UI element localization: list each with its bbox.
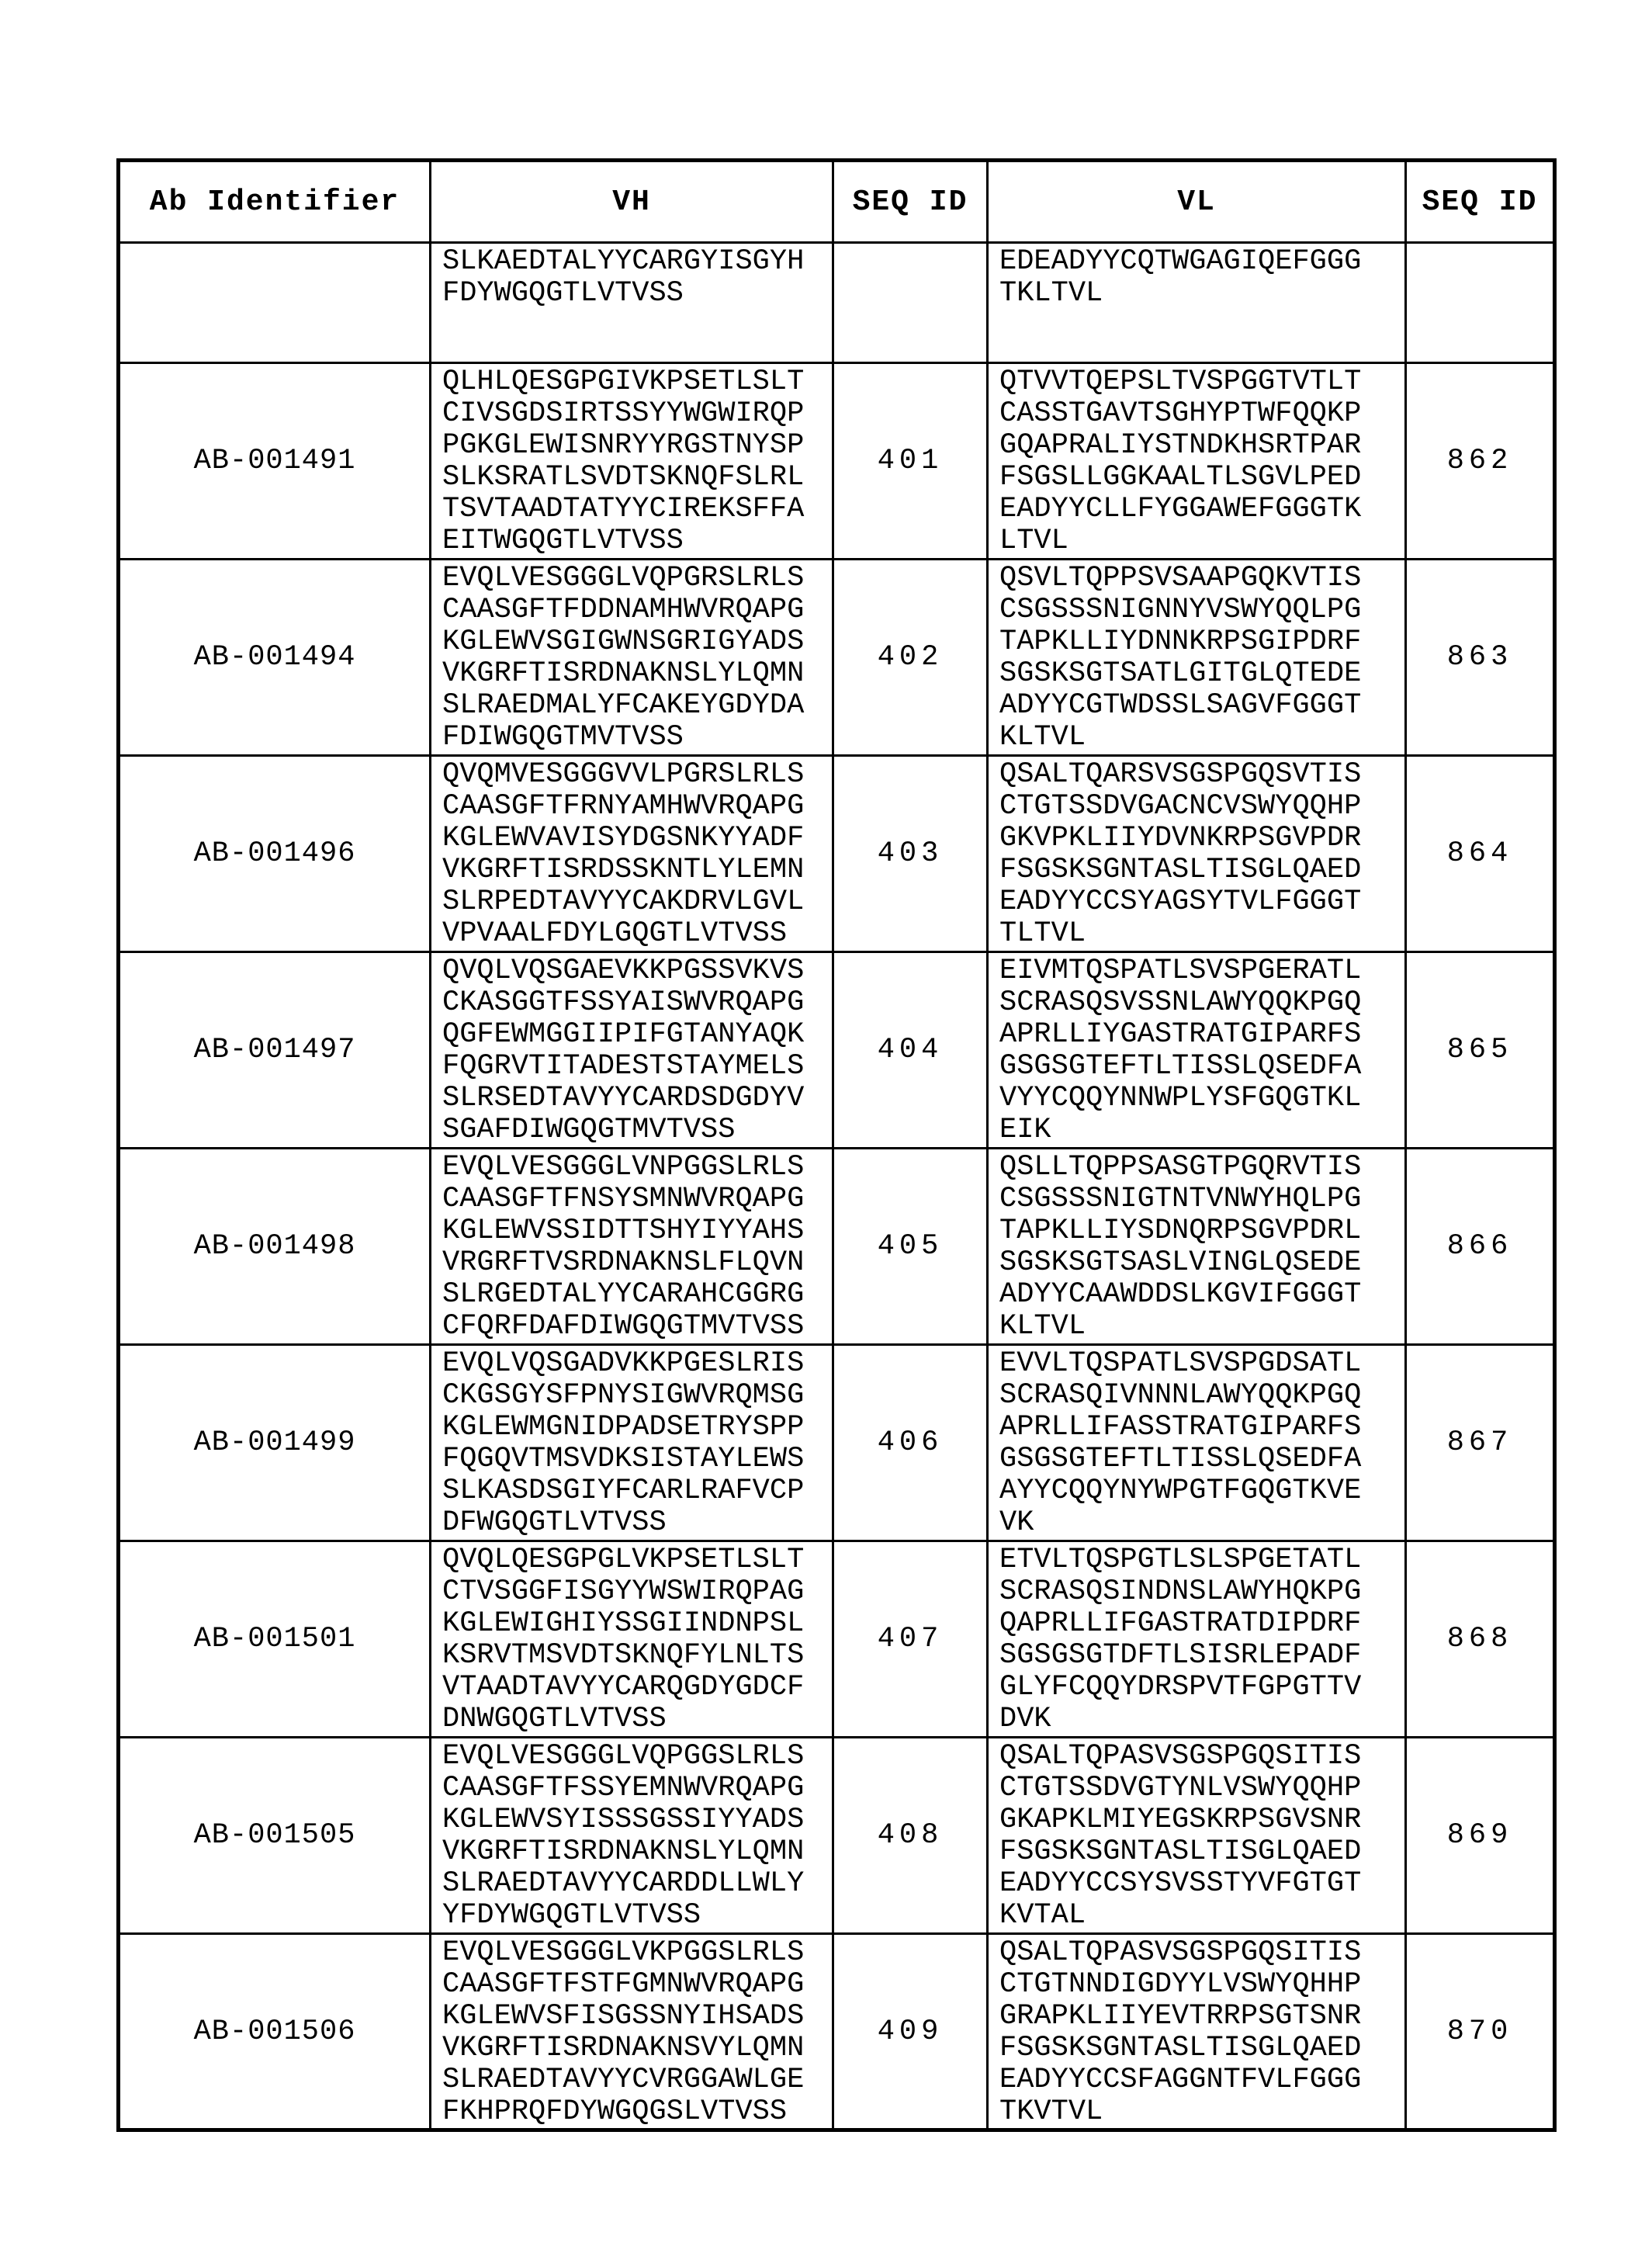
- table-row: [119, 363, 1555, 560]
- vl-sequence-cell: QSVLTQPPSVSAAPGQKVTIS CSGSSSNIGNNYVSWYQQLPG TAPKLLIYDNNKRPSGIPDRF SGSKSGTSATLGITGLQTEDE ADYYCGTWDSSLSAGVFGGGT KLTVL: [988, 560, 1406, 756]
- vh-sequence-cell: QVQLVQSGAEVKKPGSSVKVS CKASGGTFSSYAISWVRQAPG QGFEWMGGIIPIFGTANYAQK FQGRVTITADESTSTAYMELS SLRSEDTAVYYCARDSDGDYV SGAFDIWGQGTMVTVSS: [431, 952, 833, 1149]
- vh-sequence-cell: QVQMVESGGGVVLPGRSLRLS CAASGFTFRNYAMHWVRQAPG KGLEWVAVISYDGSNKYYADF VKGRFTISRDSSKNTLYLEMN SLRPEDTAVYYCAKDRVLGVL VPVAALFDYLGQGTLVTVSS: [431, 756, 833, 952]
- vl-sequence-cell: QSALTQPASVSGSPGQSITIS CTGTSSDVGTYNLVSWYQQHP GKAPKLMIYEGSKRPSGVSNR FSGSKSGNTASLTISGLQAED EADYYCCSYSVSSTYVFGTGT KVTAL: [988, 1738, 1406, 1934]
- vl-seq-id-cell: 869: [1406, 1738, 1555, 1934]
- antibody-sequence-table: [116, 158, 1557, 2132]
- vh-seq-id-cell: 408: [833, 1738, 988, 1934]
- ab-identifier-cell: AB-001505: [119, 1738, 431, 1934]
- ab-identifier-cell: AB-001498: [119, 1149, 431, 1345]
- vh-seq-id-cell: 407: [833, 1541, 988, 1738]
- ab-identifier-cell: AB-001501: [119, 1541, 431, 1738]
- ab-identifier-cell: AB-001494: [119, 560, 431, 756]
- ab-identifier-cell: AB-001497: [119, 952, 431, 1149]
- vh-seq-id-cell: [833, 243, 988, 363]
- vh-seq-id-cell: 403: [833, 756, 988, 952]
- table-row: [119, 243, 1555, 363]
- ab-identifier-cell: AB-001506: [119, 1934, 431, 2130]
- col-header-ab-identifier: Ab Identifier: [119, 161, 431, 243]
- ab-identifier-cell: AB-001491: [119, 363, 431, 560]
- vl-seq-id-cell: 867: [1406, 1345, 1555, 1541]
- vh-seq-id-cell: 401: [833, 363, 988, 560]
- table-body: [119, 243, 1555, 2130]
- vl-seq-id-cell: 868: [1406, 1541, 1555, 1738]
- col-header-vl: VL: [988, 161, 1406, 243]
- ab-identifier-cell: [119, 243, 431, 363]
- table-row: [119, 1738, 1555, 1934]
- vl-seq-id-cell: 865: [1406, 952, 1555, 1149]
- vl-sequence-cell: EDEADYYCQTWGAGIQEFGGG TKLTVL: [988, 243, 1406, 363]
- vl-sequence-cell: QSLLTQPPSASGTPGQRVTIS CSGSSSNIGTNTVNWYHQLPG TAPKLLIYSDNQRPSGVPDRL SGSKSGTSASLVINGLQSEDE ADYYCAAWDDSLKGVIFGGGT KLTVL: [988, 1149, 1406, 1345]
- vl-sequence-cell: QSALTQPASVSGSPGQSITIS CTGTNNDIGDYYLVSWYQHHP GRAPKLIIYEVTRRPSGTSNR FSGSKSGNTASLTISGLQAED EADYYCCSFAGGNTFVLFGGG TKVTVL: [988, 1934, 1406, 2130]
- vl-sequence-cell: QTVVTQEPSLTVSPGGTVTLT CASSTGAVTSGHYPTWFQQKP GQAPRALIYSTNDKHSRTPAR FSGSLLGGKAALTLSGVLPED EADYYCLLFYGGAWEFGGGTK LTVL: [988, 363, 1406, 560]
- vl-seq-id-cell: 864: [1406, 756, 1555, 952]
- vh-sequence-cell: QLHLQESGPGIVKPSETLSLT CIVSGDSIRTSSYYWGWIRQP PGKGLEWISNRYYRGSTNYSP SLKSRATLSVDTSKNQFSLRL TSVTAADTATYYCIREKSFFA EITWGQGTLVTVSS: [431, 363, 833, 560]
- vl-seq-id-cell: 863: [1406, 560, 1555, 756]
- vh-sequence-cell: EVQLVQSGADVKKPGESLRIS CKGSGYSFPNYSIGWVRQMSG KGLEWMGNIDPADSETRYSPP FQGQVTMSVDKSISTAYLEWS SLKASDSGIYFCARLRAFVCP DFWGQGTLVTVSS: [431, 1345, 833, 1541]
- vl-sequence-cell: EVVLTQSPATLSVSPGDSATL SCRASQIVNNNLAWYQQKPGQ APRLLIFASSTRATGIPARFS GSGSGTEFTLTISSLQSEDFA AYYCQQYNYWPGTFGQGTKVE VK: [988, 1345, 1406, 1541]
- table-row: [119, 560, 1555, 756]
- col-header-vh: VH: [431, 161, 833, 243]
- vh-seq-id-cell: 402: [833, 560, 988, 756]
- col-header-vh-seq-id: SEQ ID: [833, 161, 988, 243]
- vh-sequence-cell: QVQLQESGPGLVKPSETLSLT CTVSGGFISGYYWSWIRQPAG KGLEWIGHIYSSGIINDNPSL KSRVTMSVDTSKNQFYLNLTS VTAADTAVYYCARQGDYGDCF DNWGQGTLVTVSS: [431, 1541, 833, 1738]
- vl-sequence-cell: ETVLTQSPGTLSLSPGETATL SCRASQSINDNSLAWYHQKPG QAPRLLIFGASTRATDIPDRF SGSGSGTDFTLSISRLEPADF GLYFCQQYDRSPVTFGPGTTV DVK: [988, 1541, 1406, 1738]
- table-row: [119, 1541, 1555, 1738]
- vh-sequence-cell: EVQLVESGGGLVQPGRSLRLS CAASGFTFDDNAMHWVRQAPG KGLEWVSGIGWNSGRIGYADS VKGRFTISRDNAKNSLYLQMN SLRAEDMALYFCAKEYGDYDA FDIWGQGTMVTVSS: [431, 560, 833, 756]
- vh-seq-id-cell: 405: [833, 1149, 988, 1345]
- header-row: [119, 161, 1555, 243]
- vl-sequence-cell: QSALTQARSVSGSPGQSVTIS CTGTSSDVGACNCVSWYQQHP GKVPKLIIYDVNKRPSGVPDR FSGSKSGNTASLTISGLQAED EADYYCCSYAGSYTVLFGGGT TLTVL: [988, 756, 1406, 952]
- vl-sequence-cell: EIVMTQSPATLSVSPGERATL SCRASQSVSSNLAWYQQKPGQ APRLLIYGASTRATGIPARFS GSGSGTEFTLTISSLQSEDFA VYYCQQYNNWPLYSFGQGTKL EIK: [988, 952, 1406, 1149]
- vh-seq-id-cell: 406: [833, 1345, 988, 1541]
- table-row: [119, 952, 1555, 1149]
- vh-sequence-cell: EVQLVESGGGLVKPGGSLRLS CAASGFTFSTFGMNWVRQAPG KGLEWVSFISGSSNYIHSADS VKGRFTISRDNAKNSVYLQMN SLRAEDTAVYYCVRGGAWLGE FKHPRQFDYWGQGSLVTVSS: [431, 1934, 833, 2130]
- vl-seq-id-cell: 870: [1406, 1934, 1555, 2130]
- ab-identifier-cell: AB-001499: [119, 1345, 431, 1541]
- vl-seq-id-cell: 862: [1406, 363, 1555, 560]
- table-header: [119, 161, 1555, 243]
- table-row: [119, 1149, 1555, 1345]
- vh-sequence-cell: EVQLVESGGGLVQPGGSLRLS CAASGFTFSSYEMNWVRQAPG KGLEWVSYISSSGSSIYYADS VKGRFTISRDNAKNSLYLQMN SLRAEDTAVYYCARDDLLWLY YFDYWGQGTLVTVSS: [431, 1738, 833, 1934]
- vl-seq-id-cell: 866: [1406, 1149, 1555, 1345]
- vh-seq-id-cell: 404: [833, 952, 988, 1149]
- table-row: [119, 1345, 1555, 1541]
- table-row: [119, 756, 1555, 952]
- vh-sequence-cell: EVQLVESGGGLVNPGGSLRLS CAASGFTFNSYSMNWVRQAPG KGLEWVSSIDTTSHYIYYAHS VRGRFTVSRDNAKNSLFLQVN SLRGEDTALYYCARAHCGGRG CFQRFDAFDIWGQGTMVTVSS: [431, 1149, 833, 1345]
- col-header-vl-seq-id: SEQ ID: [1406, 161, 1555, 243]
- table-row: [119, 1934, 1555, 2130]
- ab-identifier-cell: AB-001496: [119, 756, 431, 952]
- vh-seq-id-cell: 409: [833, 1934, 988, 2130]
- vh-sequence-cell: SLKAEDTALYYCARGYISGYH FDYWGQGTLVTVSS: [431, 243, 833, 363]
- vl-seq-id-cell: [1406, 243, 1555, 363]
